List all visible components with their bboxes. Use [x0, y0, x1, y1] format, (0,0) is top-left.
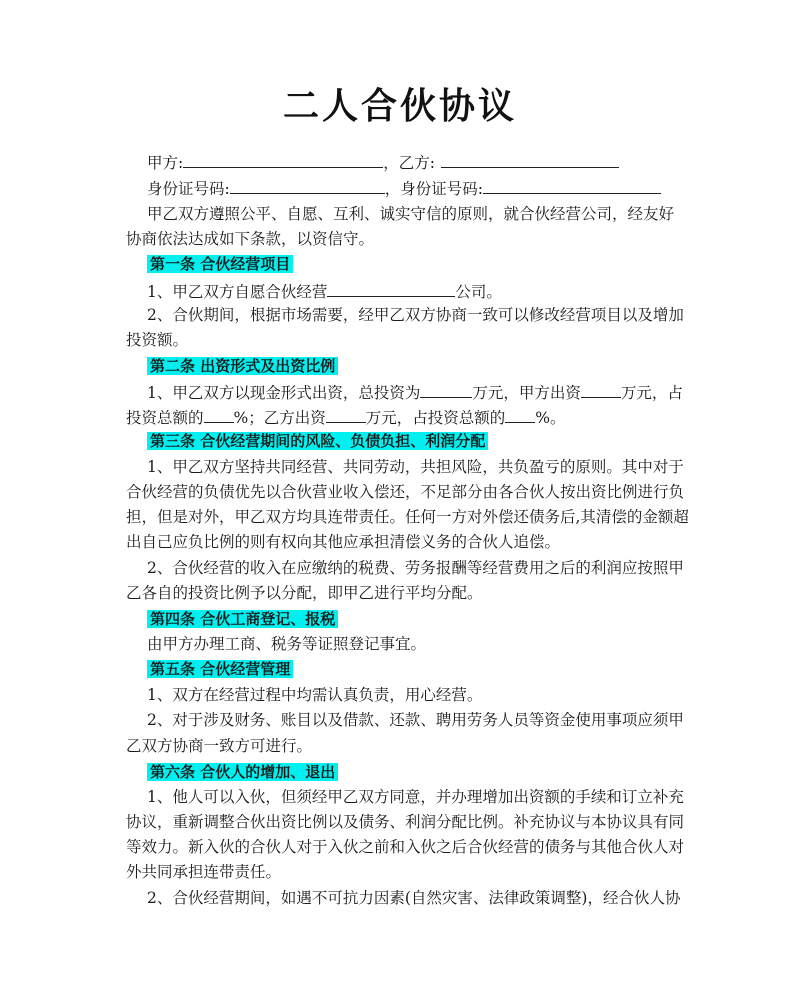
intro-line: 甲乙双方遵照公平、自愿、互利、诚实守信的原则，就合伙经营公司，经友好 — [147, 205, 675, 223]
paragraph-line: 担，但是对外，甲乙双方均具连带责任。任何一方对外偿还债务后,其清偿的金额超 — [126, 508, 689, 526]
article2-line2 — [126, 406, 671, 428]
text-span: 1、甲乙双方以现金形式出资，总投资为 — [147, 384, 421, 402]
party-line — [147, 151, 692, 173]
text-span: 万元，甲方出资 — [472, 384, 581, 402]
article-heading — [147, 609, 692, 629]
id-a-label: 身份证号码: — [147, 180, 230, 198]
paragraph-line: 乙双方协商一致方可进行。 — [126, 737, 313, 755]
article2-line1 — [147, 381, 692, 403]
article1-p1-text: 1、甲乙双方自愿合伙经营 — [147, 283, 328, 301]
paragraph-line: 由甲方办理工商、税务等证照登记事宜。 — [147, 635, 427, 653]
text-span: %；乙方出资 — [233, 409, 326, 427]
text-span: 万元，占 — [620, 384, 683, 402]
id-a-blank[interactable] — [230, 177, 385, 194]
article5-heading: 第五条 合伙经营管理 — [147, 660, 293, 678]
article4-heading: 第四条 合伙工商登记、报税 — [147, 610, 338, 628]
paragraph-line: 2、合伙经营期间，如遇不可抗力因素(自然灾害、法律政策调整)，经合伙人协 — [147, 889, 681, 907]
article-heading — [147, 254, 692, 274]
paragraph-line: 2、对于涉及财务、账目以及借款、还款、聘用劳务人员等资金使用事项应须甲 — [147, 711, 684, 729]
article1-p1-suffix: 公司。 — [455, 283, 502, 301]
paragraph-line: 投资额。 — [126, 331, 189, 349]
article1-heading: 第一条 合伙经营项目 — [147, 255, 293, 273]
paragraph-line: 1、甲乙双方坚持共同经营、共同劳动，共担风险，共负盈亏的原则。其中对于 — [147, 458, 684, 476]
article2-heading: 第二条 出资形式及出资比例 — [147, 357, 338, 375]
text-span: %。 — [535, 409, 566, 427]
paragraph-line: 1、双方在经营过程中均需认真负责，用心经营。 — [147, 686, 483, 704]
party-b-investment-blank[interactable] — [326, 406, 366, 423]
paragraph-line: 乙各自的投资比例予以分配，即甲乙进行平均分配。 — [126, 584, 483, 602]
article1-p1 — [147, 280, 692, 302]
article-heading — [147, 762, 692, 782]
paragraph-line: 1、他人可以入伙，但须经甲乙双方同意，并办理增加出资额的手续和订立补充 — [147, 788, 684, 806]
article-heading — [147, 659, 692, 679]
article-heading — [147, 431, 692, 451]
intro-line: 协商依法达成如下条款，以资信守。 — [126, 230, 375, 248]
paragraph-line: 外共同承担连带责任。 — [126, 863, 282, 881]
paragraph-line: 出自己应负比例的则有权向其他应承担清偿义务的合伙人追偿。 — [126, 533, 561, 551]
paragraph-line: 等效力。新入伙的合伙人对于入伙之前和入伙之后合伙经营的债务与其他合伙人对 — [126, 838, 685, 856]
paragraph-line: 2、合伙期间，根据市场需要，经甲乙双方协商一致可以修改经营项目以及增加 — [147, 306, 684, 324]
document-title: 二人合伙协议 — [282, 86, 517, 127]
text-span: 万元，占投资总额的 — [365, 409, 506, 427]
paragraph-line: 2、合伙经营的收入在应缴纳的税费、劳务报酬等经营费用之后的利润应按照甲 — [147, 559, 684, 577]
total-investment-blank[interactable] — [420, 381, 472, 398]
party-b-percent-blank[interactable] — [505, 406, 535, 423]
company-name-blank[interactable] — [327, 280, 455, 297]
id-b-blank[interactable] — [483, 177, 661, 194]
party-a-percent-blank[interactable] — [204, 406, 234, 423]
id-b-label: ，身份证号码: — [384, 180, 483, 198]
article3-heading: 第三条 合伙经营期间的风险、负债负担、利润分配 — [147, 432, 488, 450]
text-span: 投资总额的 — [126, 409, 204, 427]
paragraph-line: 合伙经营的负债优先以合伙营业收入偿还，不足部分由各合伙人按出资比例进行负 — [126, 483, 685, 501]
party-a-investment-blank[interactable] — [581, 381, 621, 398]
paragraph-line: 协议，重新调整合伙出资比例以及债务、利润分配比例。补充协议与本协议具有同 — [126, 813, 685, 831]
id-line — [147, 177, 692, 199]
article-heading — [147, 356, 692, 376]
party-a-blank[interactable] — [183, 151, 383, 168]
party-b-blank[interactable] — [441, 151, 619, 168]
article6-heading: 第六条 合伙人的增加、退出 — [147, 763, 338, 781]
party-a-label: 甲方: — [147, 154, 184, 172]
party-b-label: ，乙方: — [383, 154, 435, 172]
